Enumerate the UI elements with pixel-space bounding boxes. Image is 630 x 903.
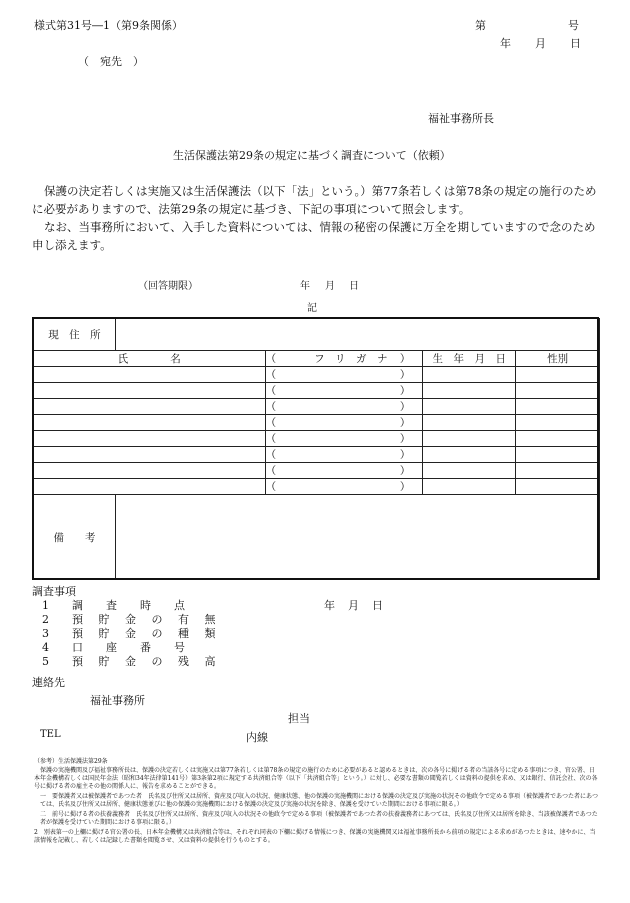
paren-close: ） <box>399 465 411 477</box>
contact-heading: 連絡先 <box>32 676 65 689</box>
reference-line: 保護の実施機関及び福祉事務所長は、保護の決定若しくは実施又は第77条若しくは第78条の規定の施行のために必要があると認めるときは、次の各号に掲げる者の当該各号に定める事項につき、官公署、日本年金機構若しくは国民年金法（昭和34年法律第141号）第3条第2項に規定する共済組合等（以下「共済組合等」という。）に対し、必要な書類の閲覧若しくは資料の提供を求め、又は銀行、信託会社、次の各号に掲げる者の雇主その他の関係人に、報告を求めることができる。 <box>34 767 598 790</box>
paren-open: （ <box>265 401 277 413</box>
inquiry-item: 3 預 貯 金 の 種 類 <box>42 627 222 640</box>
inquiry-point-month: 月 <box>348 599 359 612</box>
header-row <box>34 351 600 367</box>
ki-mark: 記 <box>307 303 317 314</box>
inquiry-item: 2 預 貯 金 の 有 無 <box>42 613 222 626</box>
inquiry-point-year: 年 <box>324 599 335 612</box>
table-row[interactable] <box>34 367 600 383</box>
reference-line: 二 前号に掲げる者の扶養義務者 氏名及び住所又は居所、資産及び収入の状況その他政令で定める事項（被保護者であつた者の扶養義務者にあつては、氏名及び住所又は居所を除き、当該被保護者であつた者が保護を受けていた期間における事項に限る。） <box>40 811 598 826</box>
issue-date-year: 年 <box>500 37 511 50</box>
contact-extension: 内線 <box>246 731 268 744</box>
inquiry-heading: 調査事項 <box>32 585 76 598</box>
table-row[interactable] <box>34 415 600 431</box>
document-title: 生活保護法第29条の規定に基づく調査について（依頼） <box>173 149 451 162</box>
address-field[interactable] <box>115 319 599 351</box>
paren-open: （ <box>265 481 277 493</box>
contact-tel: TEL <box>40 729 61 740</box>
paren-open: （ <box>265 417 277 429</box>
col-furigana-cell <box>265 351 423 367</box>
contact-office: 福祉事務所 <box>90 694 145 707</box>
col-furigana: フ リ ガ ナ <box>314 353 388 365</box>
number-label-first: 第 <box>475 19 486 32</box>
paren-open: （ <box>265 385 277 397</box>
deadline-label: （回答期限） <box>138 281 198 292</box>
paren-open: （ <box>265 369 277 381</box>
address-row <box>34 319 600 351</box>
remarks-row <box>34 495 600 580</box>
remarks-field[interactable] <box>115 495 599 580</box>
paren-close: ） <box>399 449 411 461</box>
subject-table <box>33 318 600 580</box>
inquiry-item: 5 預 貯 金 の 残 高 <box>42 655 222 668</box>
paren-open: （ <box>265 465 277 477</box>
sender: 福祉事務所長 <box>428 112 494 125</box>
addressee: （ 宛先 ） <box>78 55 144 68</box>
body-paragraph-2: なお、当事務所において、入手した資料については、情報の秘密の保護に万全を期していますので念のため申し添えます。 <box>32 220 596 252</box>
contact-person: 担当 <box>288 712 310 725</box>
reference-line: 2 別表第一の上欄に掲げる官公署の長、日本年金機構又は共済組合等は、それぞれ同表の下欄に掲げる情報につき、保護の実施機関又は福祉事務所長から前項の規定による求めがあつたときは、速やかに、当該情報を記載し、若しくは記録した書類を閲覧させ、又は資料の提供を行うものとする。 <box>34 829 596 844</box>
address-label: 現 住 所 <box>34 319 116 351</box>
col-birth: 生 年 月 日 <box>423 351 516 367</box>
paren-close: ） <box>399 369 411 381</box>
deadline-day: 日 <box>349 281 359 292</box>
deadline-month: 月 <box>325 281 335 292</box>
col-furigana-open: （ <box>265 353 277 365</box>
issue-date-day: 日 <box>570 37 581 50</box>
reference-heading: （参考）生活保護法第29条 <box>34 758 108 765</box>
body-paragraph-1: 保護の決定若しくは実施又は生活保護法（以下「法」という。）第77条若しくは第78条の規定の施行のために必要がありますので、法第29条の規定に基づき、下記の事項について照会します。 <box>32 184 597 216</box>
col-name: 氏 名 <box>34 351 266 367</box>
paren-close: ） <box>399 385 411 397</box>
paren-close: ） <box>399 417 411 429</box>
col-sex: 性別 <box>516 351 600 367</box>
reference-line: 一 要保護者又は被保護者であつた者 氏名及び住所又は居所、資産及び収入の状況、健康状態、他の保護の実施機関における保護の決定及び実施の状況その他政令で定める事項（被保護者であつた者にあつては、氏名及び住所又は居所、健康状態並びに他の保護の実施機関における保護の決定及び実施の状況を除き、保護を受けていた期間における事項に限る。） <box>40 793 599 808</box>
table-row[interactable] <box>34 399 600 415</box>
table-row[interactable] <box>34 463 600 479</box>
paren-close: ） <box>399 481 411 493</box>
table-row[interactable] <box>34 447 600 463</box>
table-row[interactable] <box>34 431 600 447</box>
paren-close: ） <box>399 401 411 413</box>
remarks-label: 備 考 <box>34 495 116 580</box>
inquiry-point-day: 日 <box>372 599 383 612</box>
paren-close: ） <box>399 433 411 445</box>
inquiry-item: 4 口 座 番 号 <box>42 641 191 654</box>
deadline-year: 年 <box>300 281 310 292</box>
table-row[interactable] <box>34 479 600 495</box>
table-row[interactable] <box>34 383 600 399</box>
paren-open: （ <box>265 433 277 445</box>
inquiry-item: 1 調 査 時 点 <box>42 599 191 612</box>
issue-date-month: 月 <box>535 37 546 50</box>
col-furigana-close: ） <box>399 353 411 365</box>
form-number: 様式第31号―1（第9条関係） <box>34 19 183 32</box>
paren-open: （ <box>265 449 277 461</box>
number-label-second: 号 <box>568 19 579 32</box>
